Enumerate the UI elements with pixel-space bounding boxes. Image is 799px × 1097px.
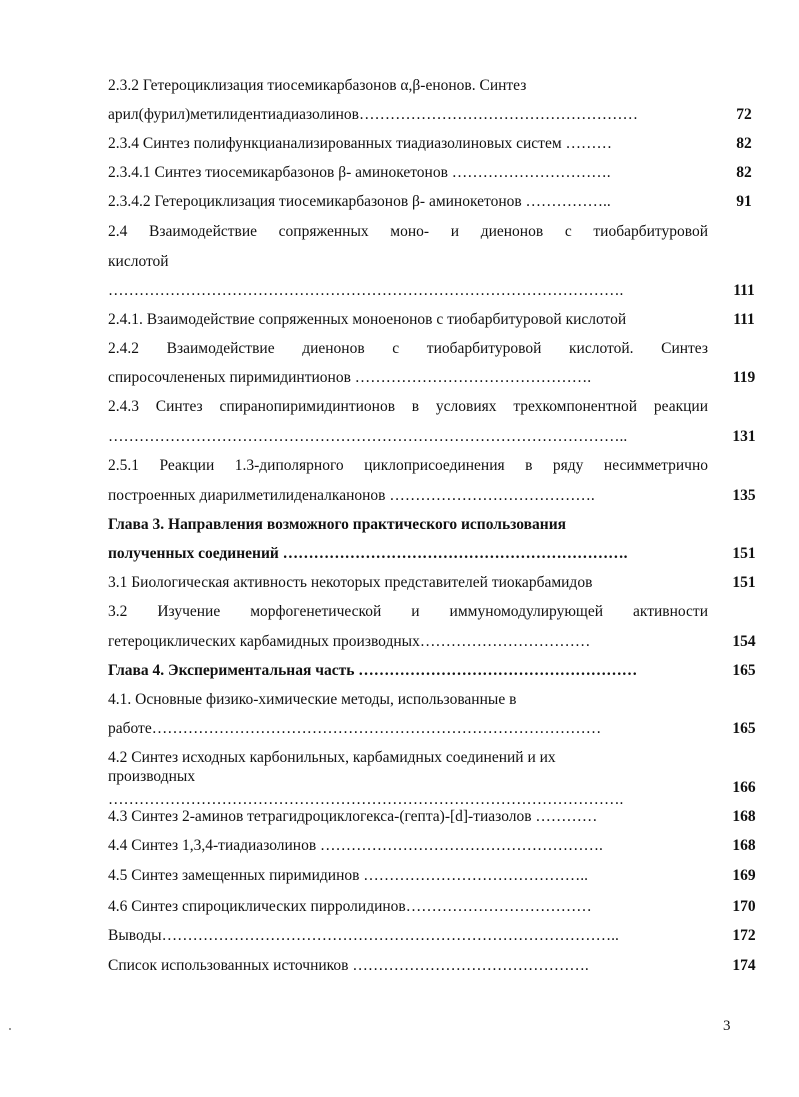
toc-entry-text: гетероциклических карбамидных производных……………………………	[108, 633, 591, 650]
toc-page-number: 151	[732, 545, 756, 562]
toc-entry-text: спиросочлененых пиримидинтионов ……………………………………….	[108, 369, 592, 386]
toc-entry-text: построенных диарилметилиденалканонов ………………………………….	[108, 487, 595, 504]
toc-entry-text: арил(фурил)метилидентиадиазолинов………………………………………………	[108, 106, 638, 123]
toc-entry-text: 4.3 Синтез 2-аминов тетрагидроциклогекса-(гепта)-[d]-тиазолов …………	[108, 808, 598, 825]
page-number: 3	[723, 1018, 731, 1034]
toc-page-number: 165	[732, 720, 756, 737]
toc-entry-text: 2.3.4.1 Синтез тиосемикарбазонов β- аминокетонов ………………………….	[108, 164, 611, 181]
toc-entry-text: Выводы……………………………………………………………………………..	[108, 927, 619, 944]
toc-chapter-heading: Глава 4. Экспериментальная часть ………………………………………………	[108, 662, 638, 679]
toc-page-number: 82	[736, 164, 752, 181]
toc-page-number: 165	[732, 662, 756, 679]
toc-page-number: 72	[736, 106, 752, 123]
toc-entry-text: 2.3.4 Синтез полифункцианализированных тиадиазолиновых систем ………	[108, 135, 613, 152]
toc-entry-text: 2.4.3 Синтез спиранопиримидинтионов в условиях трехкомпонентной реакции	[108, 398, 708, 415]
toc-page-number: 168	[732, 837, 756, 854]
toc-page-number: 131	[732, 428, 756, 445]
toc-entry-text: работе……………………………………………………………………………	[108, 720, 602, 737]
scan-speck	[9, 1028, 11, 1030]
toc-chapter-heading: полученных соединений ………………………………………………………….	[108, 545, 628, 562]
toc-entry-text: 4.1. Основные физико-химические методы, использованные в	[108, 691, 517, 708]
toc-page-number: 166	[732, 779, 756, 796]
toc-page-number: 154	[732, 633, 756, 650]
toc-entry-text: 3.1 Биологическая активность некоторых представителей тиокарбамидов	[108, 574, 593, 591]
toc-entry-text: 2.4.2 Взаимодействие диенонов с тиобарбитуровой кислотой. Синтез	[108, 340, 708, 357]
toc-page-number: 174	[732, 957, 756, 974]
toc-entry-text: ……………………………………………………………………………………….	[108, 791, 624, 808]
toc-entry-text: 3.2 Изучение морфогенетической и иммуномодулирующей активности	[108, 603, 708, 620]
toc-page-number: 151	[732, 574, 756, 591]
toc-entry-text: ……………………………………………………………………………………….	[108, 282, 624, 299]
toc-entry-text: 4.6 Синтез спироциклических пирролидинов………………………………	[108, 898, 592, 915]
toc-chapter-heading: Глава 3. Направления возможного практического использования	[108, 516, 567, 533]
toc-entry-text: 4.2 Синтез исходных карбонильных, карбамидных соединений и их	[108, 749, 556, 766]
toc-page-number: 111	[733, 282, 755, 299]
toc-page-number: 168	[732, 808, 756, 825]
toc-entry-text: 4.4 Синтез 1,3,4-тиадиазолинов ……………………………………………….	[108, 837, 603, 854]
toc-entry-text: 4.5 Синтез замещенных пиримидинов ……………………………………..	[108, 867, 589, 884]
toc-page-number: 91	[736, 193, 752, 210]
toc-entry-text: Список использованных источников ……………………………………….	[108, 957, 589, 974]
toc-entry-text: 2.4 Взаимодействие сопряженных моно- и диенонов с тиобарбитуровой	[108, 223, 708, 240]
toc-page-number: 82	[736, 135, 752, 152]
toc-entry-text: ………………………………………………………………………………………..	[108, 428, 628, 445]
toc-page-number: 135	[732, 487, 756, 504]
toc-entry-text: производных	[108, 768, 196, 785]
toc-entry-text: 2.3.2 Гетероциклизация тиосемикарбазонов α,β-енонов. Синтез	[108, 77, 527, 94]
toc-page-number: 172	[732, 927, 756, 944]
toc-page-number: 111	[733, 311, 755, 328]
toc-entry-text: 2.4.1. Взаимодействие сопряженных моноенонов с тиобарбитуровой кислотой	[108, 311, 627, 328]
toc-page-number: 169	[732, 867, 756, 884]
toc-entry-text: 2.5.1 Реакции 1.3-диполярного циклоприсоединения в ряду несимметрично	[108, 457, 708, 474]
toc-page-number: 170	[732, 898, 756, 915]
toc-entry-text: 2.3.4.2 Гетероциклизация тиосемикарбазонов β- аминокетонов ……………..	[108, 193, 611, 210]
toc-page-number: 119	[732, 369, 756, 386]
toc-entry-text: кислотой	[108, 253, 169, 270]
